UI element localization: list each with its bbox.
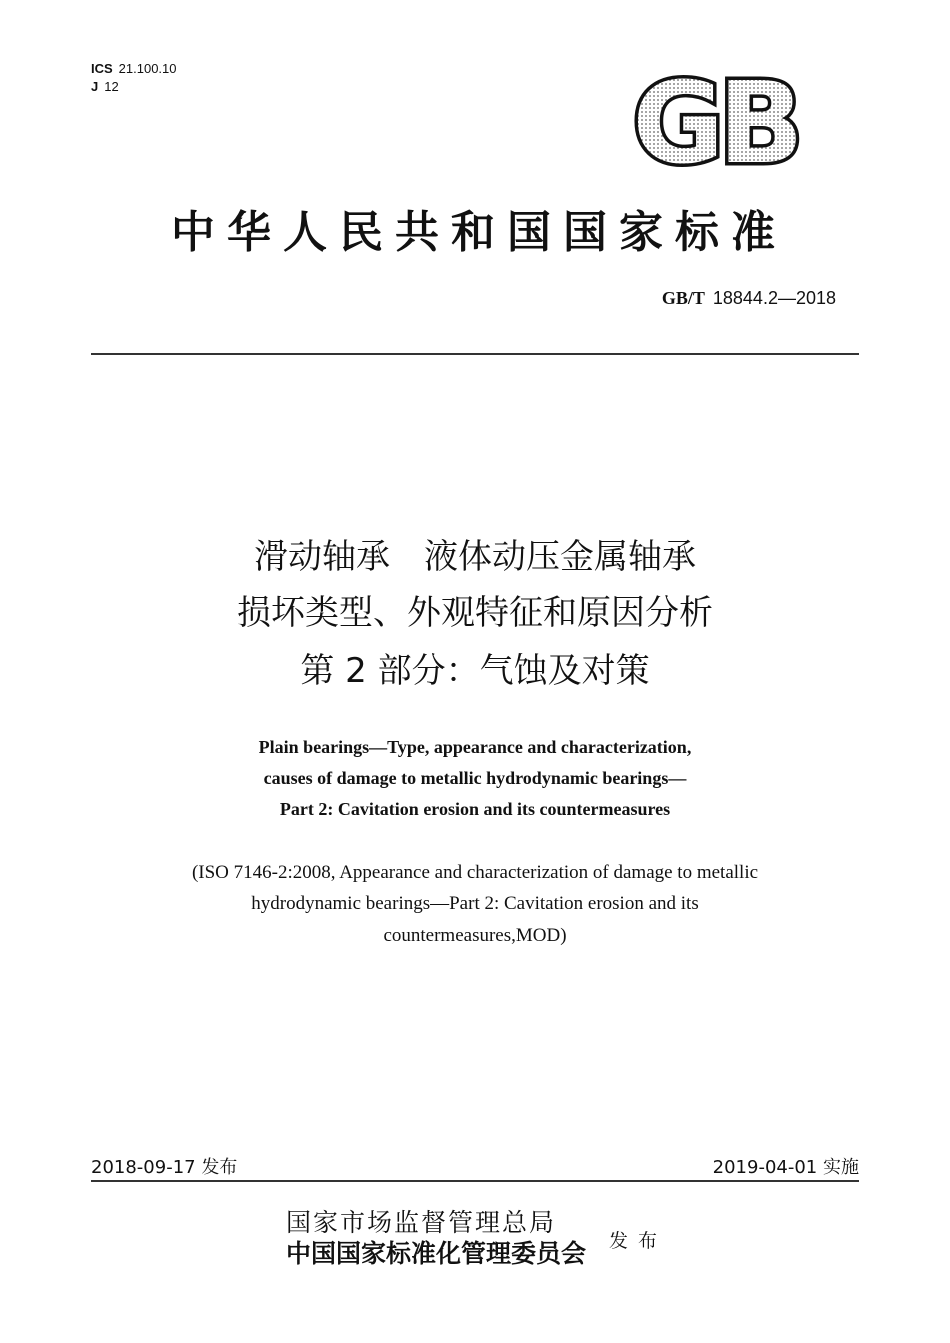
en-title-line-1: Plain bearings—Type, appearance and characterization,: [258, 737, 692, 757]
zh-title-line-1: 滑动轴承 液体动压金属轴承: [254, 537, 696, 577]
classification-codes: [91, 60, 177, 96]
iso-reference-line-1: (ISO 7146-2:2008, Appearance and characterization of damage to metallic: [191, 862, 759, 883]
zh-title-line-3: 第 2 部分：气蚀及对策: [300, 651, 650, 691]
en-title-line-2: causes of damage to metallic hydrodynamic bearings—: [263, 768, 687, 788]
gb-logo: [620, 70, 810, 170]
issuer-samr: 国家市场监督管理总局: [286, 1208, 557, 1237]
issuer-sac: 中国国家标准化管理委员会: [286, 1239, 587, 1268]
standard-number: [662, 288, 836, 309]
ics-code: [91, 60, 177, 78]
standard-number-prefix: GB/T: [661, 288, 705, 308]
bottom-divider: [91, 1180, 859, 1182]
standard-number-value: 18844.2—2018: [712, 288, 836, 308]
national-standard-title: 中华人民共和国国家标准: [171, 207, 787, 258]
ccs-code: [91, 78, 177, 96]
ics-value: 21.100.10: [118, 61, 177, 76]
zh-title-line-2: 损坏类型、外观特征和原因分析: [237, 593, 713, 633]
en-title-line-3: Part 2: Cavitation erosion and its countermeasures: [279, 799, 671, 819]
top-divider: [91, 353, 859, 355]
ics-label: ICS: [91, 61, 113, 76]
ccs-value: 12: [104, 79, 119, 94]
iso-reference-line-2: hydrodynamic bearings—Part 2: Cavitation erosion and its: [251, 893, 699, 914]
issue-action: 发布: [609, 1230, 668, 1252]
ccs-label: J: [91, 79, 99, 94]
gb-logo-text: GB: [632, 70, 798, 170]
issue-date: 2018-09-17 发布: [91, 1157, 238, 1178]
implementation-date: 2019-04-01 实施: [712, 1157, 859, 1178]
iso-reference-line-3: countermeasures,MOD): [383, 925, 567, 946]
